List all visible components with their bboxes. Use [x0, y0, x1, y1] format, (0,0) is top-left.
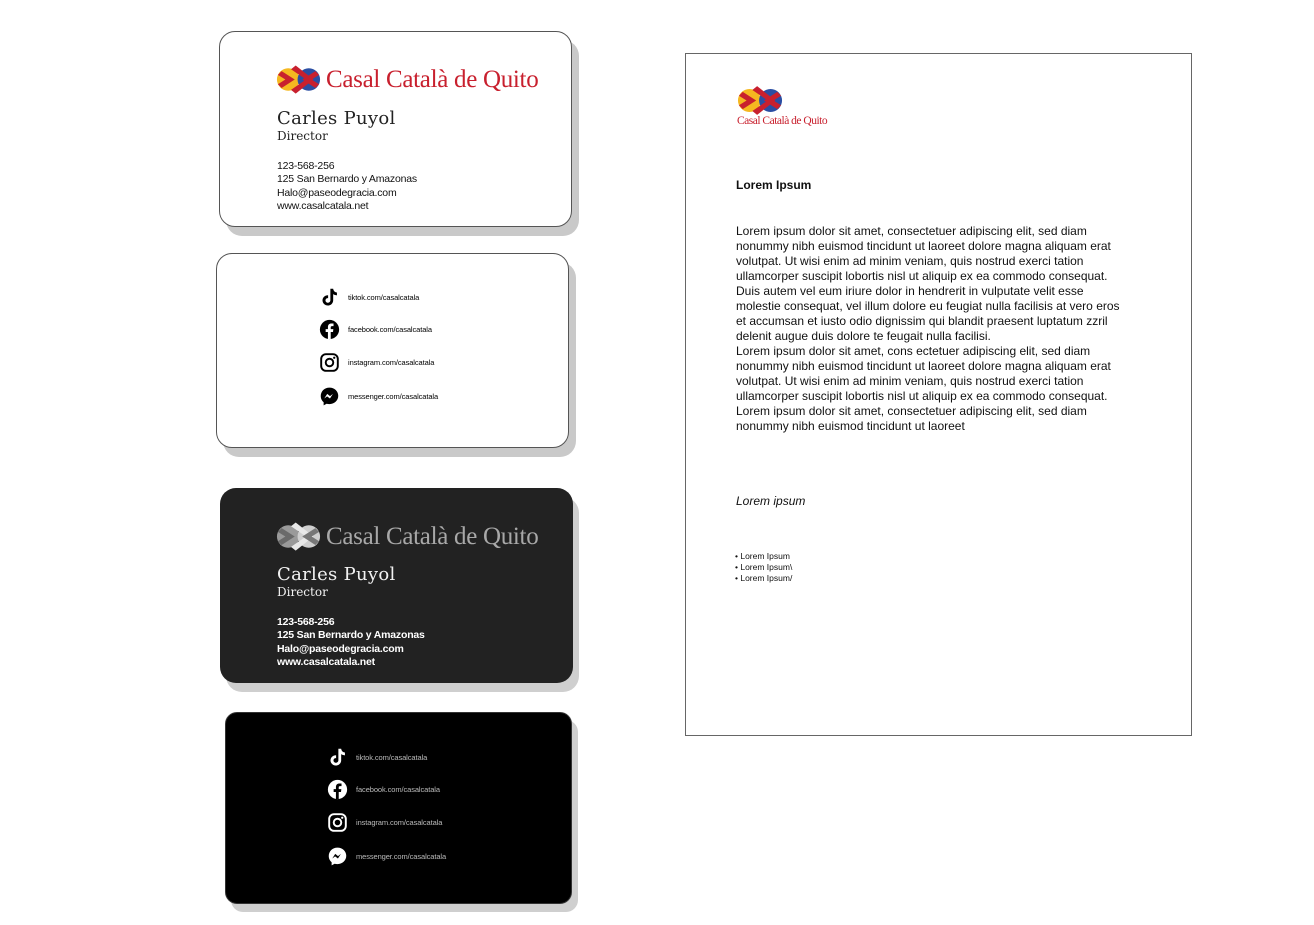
social-link-text: facebook.com/casalcatala — [348, 324, 432, 334]
person-name: Carles Puyol — [277, 108, 396, 129]
letterhead-signature: Lorem ipsum — [736, 494, 806, 508]
list-item: • Lorem Ipsum\ — [735, 562, 792, 573]
contact-website: www.casalcatala.net — [277, 200, 369, 213]
list-item: • Lorem Ipsum/ — [735, 573, 792, 584]
person-title: Director — [277, 129, 328, 143]
tiktok-icon — [319, 287, 340, 308]
letterhead-list — [735, 551, 792, 584]
letterhead-heading: Lorem Ipsum — [736, 178, 812, 192]
social-link-text: instagram.com/casalcatala — [356, 817, 443, 827]
social-row-facebook — [327, 774, 446, 804]
social-link-text: tiktok.com/casalcatala — [356, 753, 428, 762]
person-name: Carles Puyol — [277, 564, 396, 585]
letterhead-paragraph: Lorem ipsum dolor sit amet, cons ectetuer adipiscing elit, sed diam nonummy nibh euismod tincidunt ut laoreet dolore magna aliquam erat volutpat. Ut wisi enim ad minim veniam, quis nostrud exerci tation ullamcorper suscipit lobortis nisl ut aliquip ex ea commodo consequat. — [736, 344, 1111, 403]
contact-info — [277, 160, 417, 214]
letterhead-logo-icon — [737, 86, 783, 115]
letterhead-paragraph: Lorem ipsum dolor sit amet, consectetuer adipiscing elit, sed diam nonummy nibh euismod tincidunt ut laoreet — [736, 404, 1087, 433]
social-row-tiktok — [319, 281, 438, 314]
letterhead-body — [736, 224, 1126, 434]
brand-logo-icon — [276, 65, 321, 94]
social-row-instagram — [319, 344, 438, 380]
contact-address: 125 San Bernardo y Amazonas — [277, 629, 425, 642]
tiktok-icon — [327, 747, 348, 768]
social-link-text: messenger.com/casalcatala — [348, 392, 439, 401]
instagram-icon — [319, 352, 340, 373]
contact-phone: 123-568-256 — [277, 616, 335, 628]
social-row-instagram — [327, 804, 446, 840]
social-links — [327, 741, 446, 873]
social-links — [319, 281, 438, 413]
brand-logo — [276, 522, 538, 551]
social-link-text: facebook.com/casalcatala — [356, 784, 440, 794]
list-item: • Lorem Ipsum — [735, 551, 792, 562]
letterhead-paragraph: Lorem ipsum dolor sit amet, consectetuer adipiscing elit, sed diam nonummy nibh euismod tincidunt ut laoreet dolore magna aliquam erat volutpat. Ut wisi enim ad minim veniam, quis nostrud exerci tation ullamcorper suscipit lobortis nisl ut aliquip ex ea commodo consequat. Duis autem vel eum iriure dolor in hendrerit in vulputate velit esse molestie consequat, vel illum dolore eu feugiat nulla facilisis at vero eros et accumsan et iusto odio dignissim qui blandit praesent luptatum zzril delenit augue duis dolore te feugait nulla facilisi. — [736, 224, 1120, 343]
brand-name: Casal Català de Quito — [326, 65, 539, 93]
business-card-back-light — [216, 253, 569, 448]
brand-logo-icon — [276, 522, 321, 551]
contact-website: www.casalcatala.net — [277, 656, 375, 669]
brand-name: Casal Català de Quito — [326, 522, 539, 550]
business-card-front-dark — [220, 488, 573, 683]
social-row-messenger — [327, 840, 446, 873]
business-card-front-light — [219, 31, 572, 227]
facebook-icon — [327, 779, 348, 800]
social-link-text: messenger.com/casalcatala — [356, 852, 447, 861]
person-title: Director — [277, 585, 328, 599]
business-card-back-dark — [225, 712, 572, 904]
contact-email: Halo@paseodegracia.com — [277, 186, 397, 199]
facebook-icon — [319, 319, 340, 340]
social-row-tiktok — [327, 741, 446, 774]
letterhead-brand-name: Casal Català de Quito — [737, 115, 828, 127]
social-link-text: tiktok.com/casalcatala — [348, 293, 420, 302]
social-row-messenger — [319, 380, 438, 413]
instagram-icon — [327, 812, 348, 833]
contact-address: 125 San Bernardo y Amazonas — [277, 173, 417, 186]
messenger-icon — [319, 386, 340, 407]
contact-email: Halo@paseodegracia.com — [277, 642, 404, 655]
contact-phone: 123-568-256 — [277, 160, 335, 172]
person-block — [277, 565, 396, 599]
contact-info — [277, 616, 425, 670]
messenger-icon — [327, 846, 348, 867]
brand-logo — [276, 65, 538, 94]
letterhead-page — [685, 53, 1192, 736]
social-row-facebook — [319, 314, 438, 344]
person-block — [277, 109, 396, 143]
social-link-text: instagram.com/casalcatala — [348, 357, 435, 367]
